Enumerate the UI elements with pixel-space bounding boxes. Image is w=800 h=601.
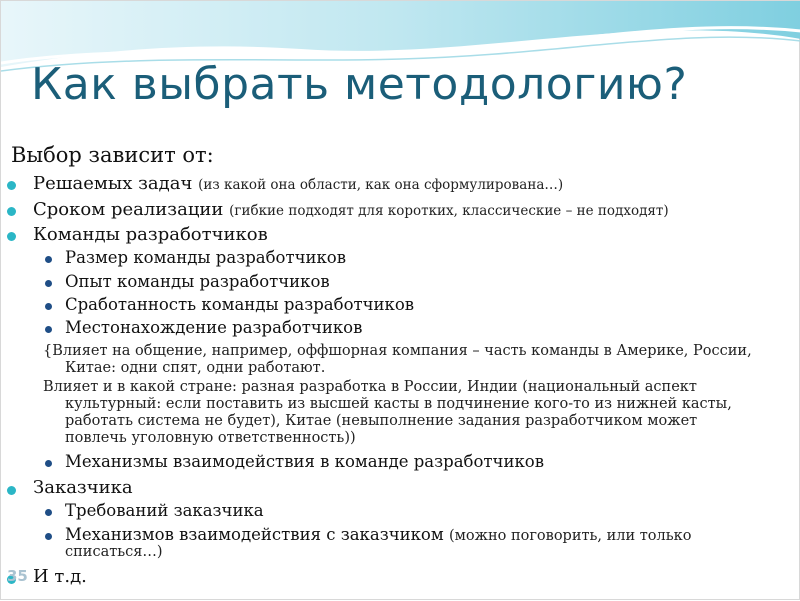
- slide-title: Как выбрать методологию?: [31, 59, 688, 110]
- page-number: 35: [7, 567, 28, 585]
- item-deadline-note: (гибкие подходят для коротких, классические – не подходят): [229, 203, 669, 219]
- bullet-level2-icon: [45, 533, 52, 540]
- location-note-line-3: Влияет и в какой стране: разная разработка в России, Индии (национальный аспект: [43, 379, 697, 395]
- item-customer-mechanisms-note: (можно поговорить, или только: [448, 528, 692, 544]
- item-tasks-label: Решаемых задач: [33, 173, 193, 194]
- item-tasks-note: (из какой она области, как она сформулирована…): [198, 177, 564, 193]
- item-deadline-label: Сроком реализации: [33, 199, 224, 220]
- item-customer: Заказчика: [33, 477, 133, 498]
- bullet-level2-icon: [45, 509, 52, 516]
- item-deadline: [33, 199, 669, 220]
- location-note-line-4: культурный: если поставить из высшей касты в подчинение кого-то из нижней касты,: [65, 396, 732, 412]
- bullet-level2-icon: [45, 256, 52, 263]
- location-note-line-1: {Влияет на общение, например, оффшорная компания – часть команды в Америке, России,: [43, 343, 752, 359]
- customer-mechanisms-note-line-2: списаться…): [65, 544, 163, 560]
- bullet-level1-icon: [7, 486, 16, 495]
- bullet-level1-icon: [7, 232, 16, 241]
- bullet-level2-icon: [45, 280, 52, 287]
- item-team: Команды разработчиков: [33, 224, 268, 245]
- item-tasks: [33, 173, 563, 194]
- location-note-line-2: Китае: одни спят, одни работают.: [65, 360, 326, 376]
- item-team-size: Размер команды разработчиков: [65, 248, 347, 267]
- item-customer-requirements: Требований заказчика: [65, 501, 264, 520]
- item-etc: И т.д.: [33, 566, 87, 587]
- bullet-level1-icon: [7, 181, 16, 190]
- bullet-level2-icon: [45, 326, 52, 333]
- slide-content: [1, 1, 800, 601]
- item-team-experience: Опыт команды разработчиков: [65, 272, 330, 291]
- bullet-level2-icon: [45, 303, 52, 310]
- item-team-location: Местонахождение разработчиков: [65, 318, 363, 337]
- location-note-line-5: работать система не будет), Китае (невыполнение задания разработчиком может: [65, 413, 698, 429]
- item-customer-mechanisms-label: Механизмов взаимодействия с заказчиком: [65, 525, 444, 544]
- item-team-mechanisms: Механизмы взаимодействия в команде разработчиков: [65, 452, 544, 471]
- item-customer-mechanisms: [65, 525, 691, 544]
- item-team-cohesion: Сработанность команды разработчиков: [65, 295, 415, 314]
- intro-text: Выбор зависит от:: [11, 143, 214, 167]
- bullet-level2-icon: [45, 460, 52, 467]
- location-note-line-6: повлечь уголовную ответственность)): [65, 430, 356, 446]
- bullet-level1-icon: [7, 207, 16, 216]
